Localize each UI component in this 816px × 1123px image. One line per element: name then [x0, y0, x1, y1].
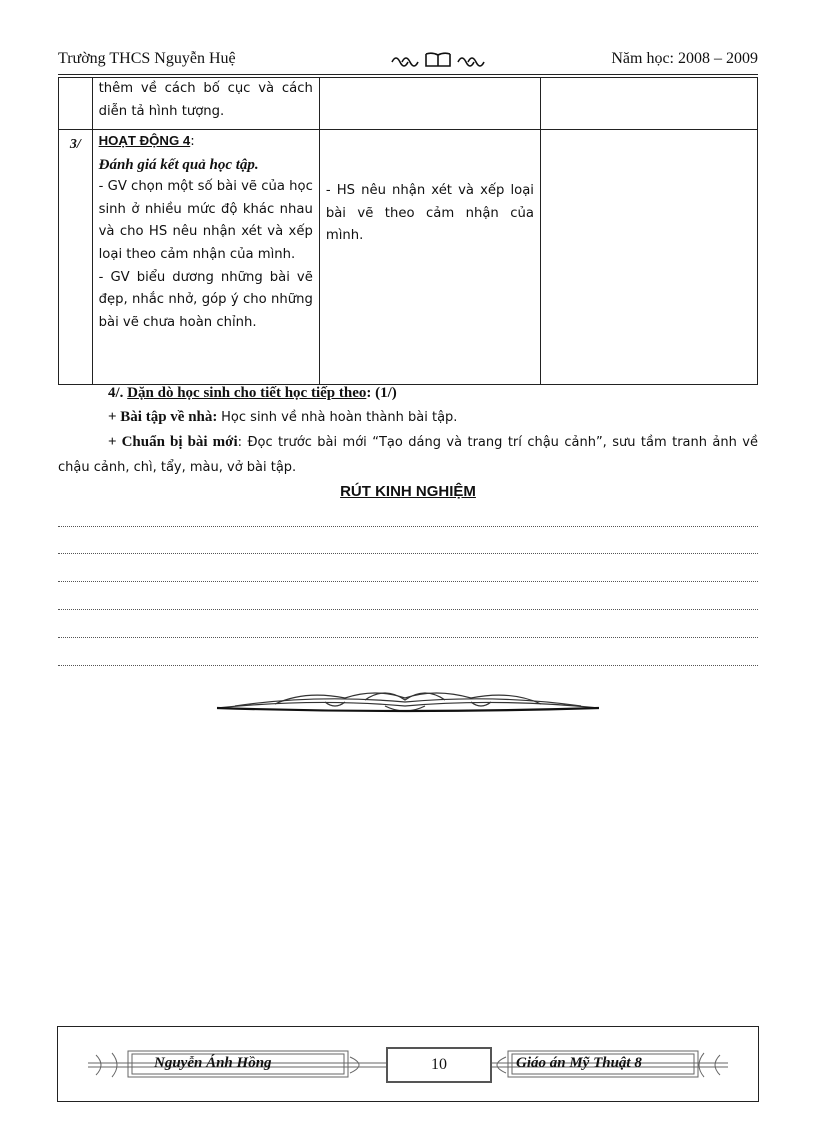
lesson-table [58, 77, 758, 385]
homework-section [58, 381, 758, 480]
homework-line: + Bài tập về nhà: Học sinh về nhà hoàn thành bài tập. [108, 409, 458, 425]
author-name: Nguyễn Ánh Hồng [154, 1055, 272, 1071]
table-row [59, 78, 758, 130]
teacher-step-2: - GV biểu dương những bài vẽ đẹp, nhắc nhở, góp ý cho những bài vẽ chưa hoàn chỉnh. [98, 269, 313, 330]
table-row [59, 130, 758, 385]
teacher-activity-cell: thêm về cách bố cục và cách diễn tả hình tượng. [92, 78, 319, 130]
time-cell [59, 78, 93, 130]
prepare-line: + Chuẩn bị bài mới: Đọc trước bài mới “Tạo dáng và trang trí chậu cảnh”, sưu tầm tranh ảnh về chậu cảnh, chì, tẩy, màu, vở bài tập. [58, 434, 758, 475]
school-name: Trường THCS Nguyễn Huệ [58, 50, 236, 67]
header-divider [58, 74, 758, 75]
student-activity-cell [319, 78, 540, 130]
writing-line [58, 553, 758, 554]
teacher-step-1: - GV chọn một số bài vẽ của học sinh ở nhiều mức độ khác nhau và cho HS nêu nhận xét và xếp loại theo cảm nhận của mình. [98, 179, 313, 262]
teacher-activity-cell [92, 130, 319, 385]
header-ornament [388, 50, 488, 75]
section-title: 4/. Dặn dò học sinh cho tiết học tiếp theo: (1/) [108, 385, 397, 401]
writing-line [58, 637, 758, 638]
page-footer [57, 1026, 759, 1102]
writing-line [58, 665, 758, 666]
activity-heading: HOẠT ĐỘNG 4: [98, 133, 195, 149]
notes-cell [540, 78, 757, 130]
book-ornament-icon [388, 50, 488, 70]
page-number: 10 [386, 1047, 492, 1083]
writing-line [58, 526, 758, 527]
decorative-divider-icon [215, 684, 601, 716]
notes-cell [540, 130, 757, 385]
student-step: - HS nêu nhận xét và xếp loại bài vẽ theo cảm nhận của mình. [325, 183, 534, 244]
footer-banner [88, 1043, 728, 1085]
school-year: Năm học: 2008 – 2009 [611, 50, 758, 67]
time-cell: 3/ [59, 130, 93, 385]
subject-title: Giáo án Mỹ Thuật 8 [516, 1055, 642, 1071]
writing-line [58, 581, 758, 582]
page-header [58, 50, 758, 74]
student-activity-cell [319, 130, 540, 385]
experience-title: RÚT KINH NGHIỆM [340, 483, 476, 500]
writing-line [58, 609, 758, 610]
activity-subheading: Đánh giá kết quả học tập. [98, 156, 259, 173]
